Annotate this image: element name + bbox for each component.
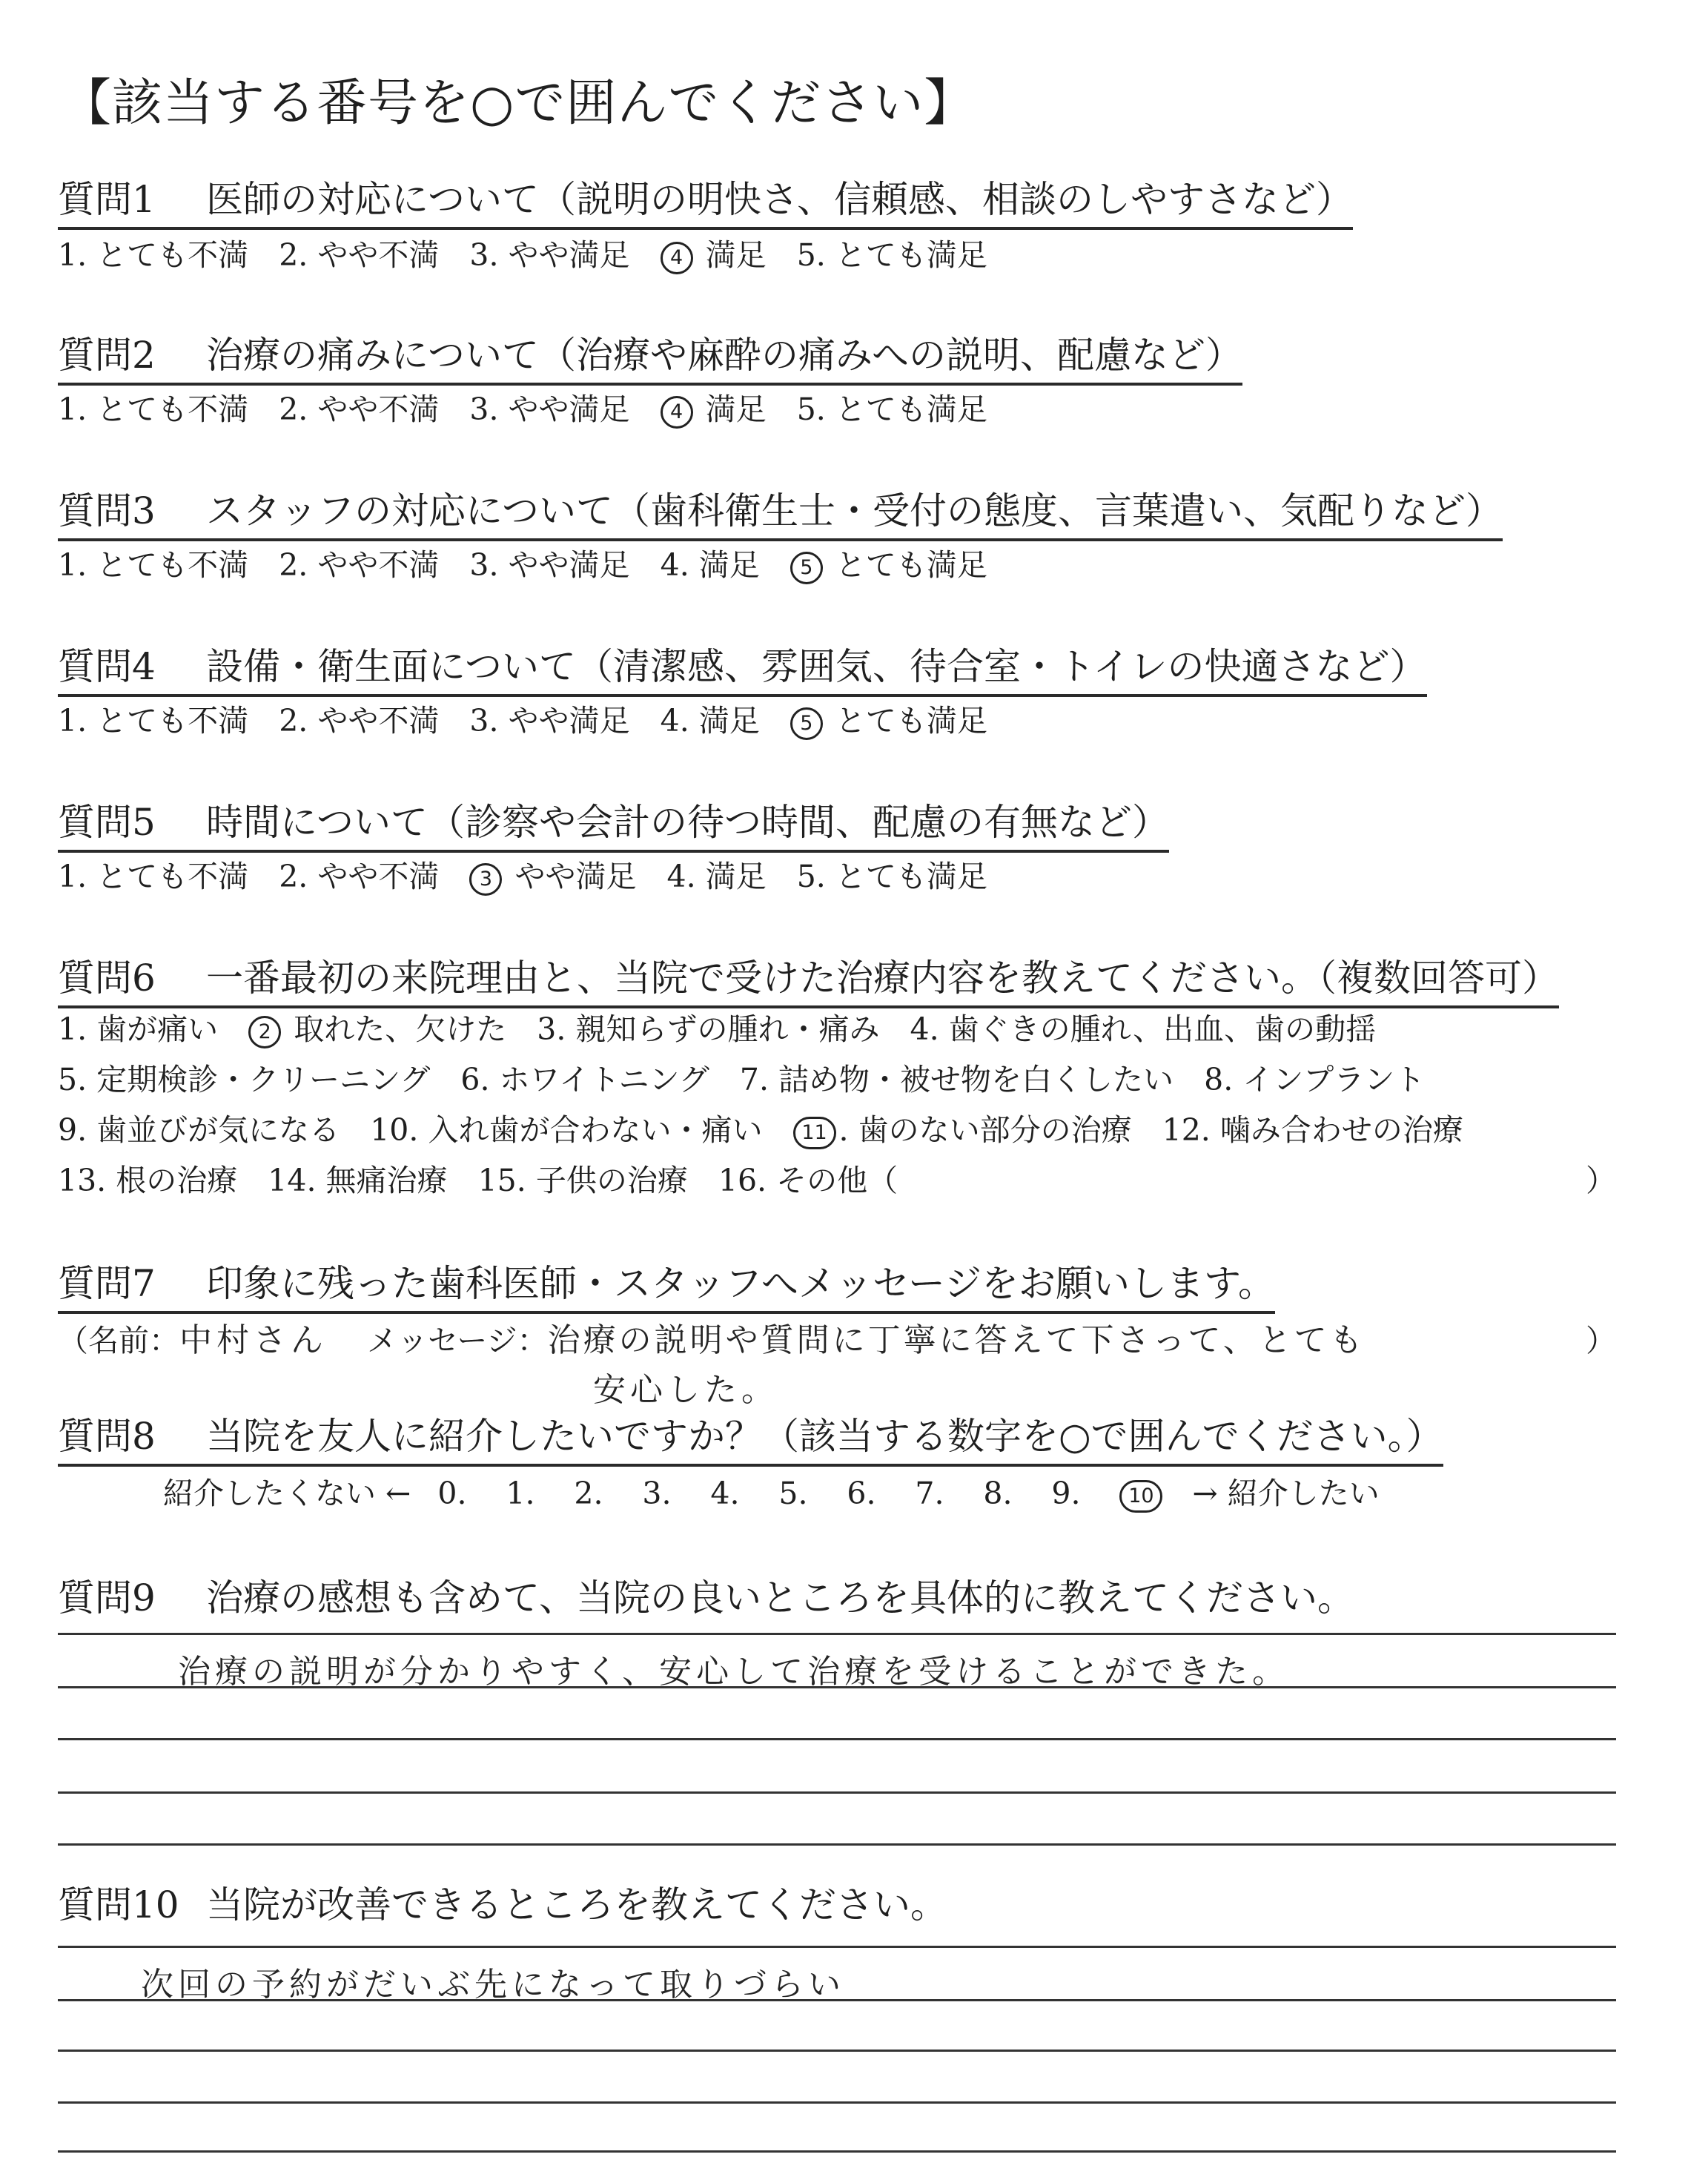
q4-selected-circle: 5	[790, 707, 823, 740]
q9-answer-text[interactable]: 治療の説明が分かりやすく、安心して治療を受けることができた。	[178, 1653, 1290, 1691]
q4-option-2[interactable]: 2. やや不満	[279, 703, 440, 739]
question-2-options	[58, 390, 1008, 429]
q5-option-3-selected[interactable]	[469, 857, 636, 896]
q3-selected-circle: 5	[790, 552, 823, 584]
q5-option-2[interactable]: 2. やや不満	[279, 859, 440, 894]
question-10-title	[58, 1882, 947, 1928]
question-7-number: 質問7	[58, 1262, 156, 1305]
q7-close-paren: ）	[1586, 1323, 1616, 1358]
q8-scale-8[interactable]: 8.	[983, 1476, 1013, 1511]
question-5-title	[58, 799, 1169, 853]
q1-option-4-label: 満足	[705, 237, 767, 273]
question-4-options	[58, 701, 1008, 740]
q2-option-2[interactable]: 2. やや不満	[279, 392, 440, 427]
q8-scale-4[interactable]: 4.	[710, 1476, 740, 1511]
q7-message-line-1[interactable]: 治療の説明や質問に丁寧に答えて下さって、とても	[547, 1321, 1366, 1359]
q6-options-line-4	[58, 1161, 1616, 1200]
question-1-title	[58, 176, 1353, 230]
q3-option-4[interactable]: 4. 満足	[660, 547, 760, 583]
q10-answer-line-1	[58, 1946, 1616, 1948]
q7-message-label: メッセージ：	[367, 1323, 548, 1358]
q6-option-11-selected[interactable]	[793, 1111, 1132, 1149]
question-10-number: 質問10	[58, 1883, 179, 1926]
q8-left-label: 紹介したくない ←	[163, 1476, 411, 1511]
q6-selected-circle-2: 2	[248, 1016, 281, 1048]
q1-selected-circle: 4	[661, 242, 693, 274]
q4-option-5-label: とても満足	[835, 703, 987, 739]
question-3-options	[58, 546, 1008, 584]
q8-selected-circle-10[interactable]: 10	[1119, 1480, 1162, 1513]
q6-option-14[interactable]: 14. 無痛治療	[268, 1163, 448, 1198]
q7-answer-row	[58, 1320, 1616, 1361]
q10-answer-text[interactable]: 次回の予約がだいぶ先になって取りづらい	[141, 1966, 845, 2004]
question-2-text: 治療の痛みについて（治療や麻酔の痛みへの説明、配慮など）	[206, 334, 1242, 377]
q1-option-2[interactable]: 2. やや不満	[279, 237, 440, 273]
question-5-number: 質問5	[58, 801, 156, 844]
q3-option-3[interactable]: 3. やや満足	[469, 547, 630, 583]
q6-option-15[interactable]: 15. 子供の治療	[477, 1163, 688, 1198]
question-3-title	[58, 488, 1503, 541]
question-1-text: 医師の対応について（説明の明快さ、信頼感、相談のしやすさなど）	[206, 178, 1353, 221]
q5-selected-circle: 3	[469, 863, 502, 896]
q6-option-8[interactable]: 8. インプラント	[1204, 1062, 1426, 1097]
q9-answer-line-4	[58, 1791, 1616, 1794]
q9-answer-line-3	[58, 1738, 1616, 1740]
question-9-number: 質問9	[58, 1576, 156, 1619]
q2-option-5[interactable]: 5. とても満足	[796, 392, 987, 427]
question-3-number: 質問3	[58, 489, 156, 532]
q8-right-label: → 紹介したい	[1192, 1476, 1380, 1511]
q6-option-2-label: 取れた、欠けた	[294, 1011, 507, 1047]
q7-message-line-2[interactable]: 安心した。	[593, 1371, 778, 1409]
q4-option-3[interactable]: 3. やや満足	[469, 703, 630, 739]
q2-option-3[interactable]: 3. やや満足	[469, 392, 630, 427]
question-6-title	[58, 955, 1559, 1008]
q6-option-4[interactable]: 4. 歯ぐきの腫れ、出血、歯の動揺	[910, 1011, 1377, 1047]
q6-option-13[interactable]: 13. 根の治療	[58, 1163, 238, 1198]
q5-option-5[interactable]: 5. とても満足	[796, 859, 987, 894]
q2-selected-circle: 4	[661, 396, 693, 429]
q2-option-4-selected[interactable]	[661, 390, 767, 429]
q9-answer-line-5	[58, 1843, 1616, 1846]
q10-answer-line-2	[58, 1999, 1616, 2001]
q2-option-4-label: 満足	[705, 392, 767, 427]
page-title: 【該当する番号を○で囲んでください】	[61, 74, 976, 133]
question-7-text: 印象に残った歯科医師・スタッフへメッセージをお願いします。	[206, 1262, 1275, 1305]
q9-answer-line-2	[58, 1686, 1616, 1688]
q6-options-line-2	[58, 1060, 1446, 1099]
question-10-text: 当院が改善できるところを教えてください。	[206, 1883, 947, 1926]
q10-answer-line-3	[58, 2050, 1616, 2052]
q8-scale-7[interactable]: 7.	[915, 1476, 944, 1511]
question-5-options	[58, 857, 1008, 896]
q6-option-12[interactable]: 12. 噛み合わせの治療	[1162, 1112, 1463, 1148]
q7-name-label: （名前：	[58, 1323, 179, 1358]
q8-scale-6[interactable]: 6.	[847, 1476, 876, 1511]
q6-option-2-selected[interactable]	[248, 1010, 506, 1048]
q7-name-value[interactable]: 中村さん	[179, 1321, 328, 1359]
question-2-title	[58, 332, 1242, 386]
question-3-text: スタッフの対応について（歯科衛生士・受付の態度、言葉遣い、気配りなど）	[206, 489, 1503, 532]
question-4-text: 設備・衛生面について（清潔感、雰囲気、待合室・トイレの快適さなど）	[206, 645, 1427, 688]
q5-option-4[interactable]: 4. 満足	[666, 859, 767, 894]
q6-option-1[interactable]: 1. 歯が痛い	[58, 1011, 219, 1047]
q6-options-line-1	[58, 1010, 1397, 1048]
q10-answer-line-4	[58, 2101, 1616, 2104]
q3-option-5-selected[interactable]	[790, 546, 987, 584]
q6-option-3[interactable]: 3. 親知らずの腫れ・痛み	[537, 1011, 880, 1047]
q4-option-5-selected[interactable]	[790, 701, 987, 740]
q8-scale-9[interactable]: 9.	[1051, 1476, 1081, 1511]
q6-option-9[interactable]: 9. 歯並びが気になる	[58, 1112, 340, 1148]
q6-options-line-3	[58, 1111, 1484, 1149]
q3-option-2[interactable]: 2. やや不満	[279, 547, 440, 583]
q9-answer-line-1	[58, 1633, 1616, 1635]
q6-option-11-label: . 歯のない部分の治療	[838, 1112, 1132, 1148]
q5-option-1[interactable]: 1. とても不満	[58, 859, 249, 894]
question-6-number: 質問6	[58, 957, 156, 1000]
q3-option-1[interactable]: 1. とても不満	[58, 547, 249, 583]
q6-option-10[interactable]: 10. 入れ歯が合わない・痛い	[370, 1112, 763, 1148]
question-8-title	[58, 1413, 1443, 1467]
q8-scale-0[interactable]: 0.	[437, 1476, 467, 1511]
q1-option-5[interactable]: 5. とても満足	[796, 237, 987, 273]
question-1-options	[58, 236, 1008, 274]
question-7-title	[58, 1261, 1275, 1314]
q3-option-5-label: とても満足	[835, 547, 987, 583]
q4-option-1[interactable]: 1. とても不満	[58, 703, 249, 739]
question-9-title	[58, 1575, 1354, 1621]
question-5-text: 時間について（診察や会計の待つ時間、配慮の有無など）	[206, 801, 1169, 844]
question-2-number: 質問2	[58, 334, 156, 377]
question-6-text: 一番最初の来院理由と、当院で受けた治療内容を教えてください。（複数回答可）	[206, 957, 1559, 1000]
question-4-number: 質問4	[58, 645, 156, 688]
question-8-number: 質問8	[58, 1415, 156, 1458]
q1-option-3[interactable]: 3. やや満足	[469, 237, 630, 273]
question-1-number: 質問1	[58, 178, 156, 221]
q6-other-close: ）	[1586, 1163, 1616, 1198]
q6-option-6[interactable]: 6. ホワイトニング	[460, 1062, 709, 1097]
q6-option-7[interactable]: 7. 詰め物・被せ物を白くしたい	[739, 1062, 1174, 1097]
q2-option-1[interactable]: 1. とても不満	[58, 392, 249, 427]
q1-option-1[interactable]: 1. とても不満	[58, 237, 249, 273]
q4-option-4[interactable]: 4. 満足	[660, 703, 760, 739]
q8-scale-1[interactable]: 1.	[506, 1476, 535, 1511]
question-8-text: 当院を友人に紹介したいですか？（該当する数字を○で囲んでください。）	[206, 1415, 1443, 1458]
q6-option-16[interactable]: 16. その他（	[718, 1163, 898, 1198]
q8-scale-2[interactable]: 2.	[574, 1476, 603, 1511]
question-9-text: 治療の感想も含めて、当院の良いところを具体的に教えてください。	[206, 1576, 1354, 1619]
q8-scale-5[interactable]: 5.	[778, 1476, 808, 1511]
q8-scale-row	[163, 1474, 1380, 1513]
q10-answer-line-5	[58, 2150, 1616, 2153]
q5-option-3-label: やや満足	[514, 859, 637, 894]
question-4-title	[58, 644, 1427, 697]
q6-selected-circle-11: 11	[793, 1117, 836, 1149]
q6-option-5[interactable]: 5. 定期検診・クリーニング	[58, 1062, 431, 1097]
q1-option-4-selected[interactable]	[661, 236, 767, 274]
q8-scale-3[interactable]: 3.	[642, 1476, 672, 1511]
